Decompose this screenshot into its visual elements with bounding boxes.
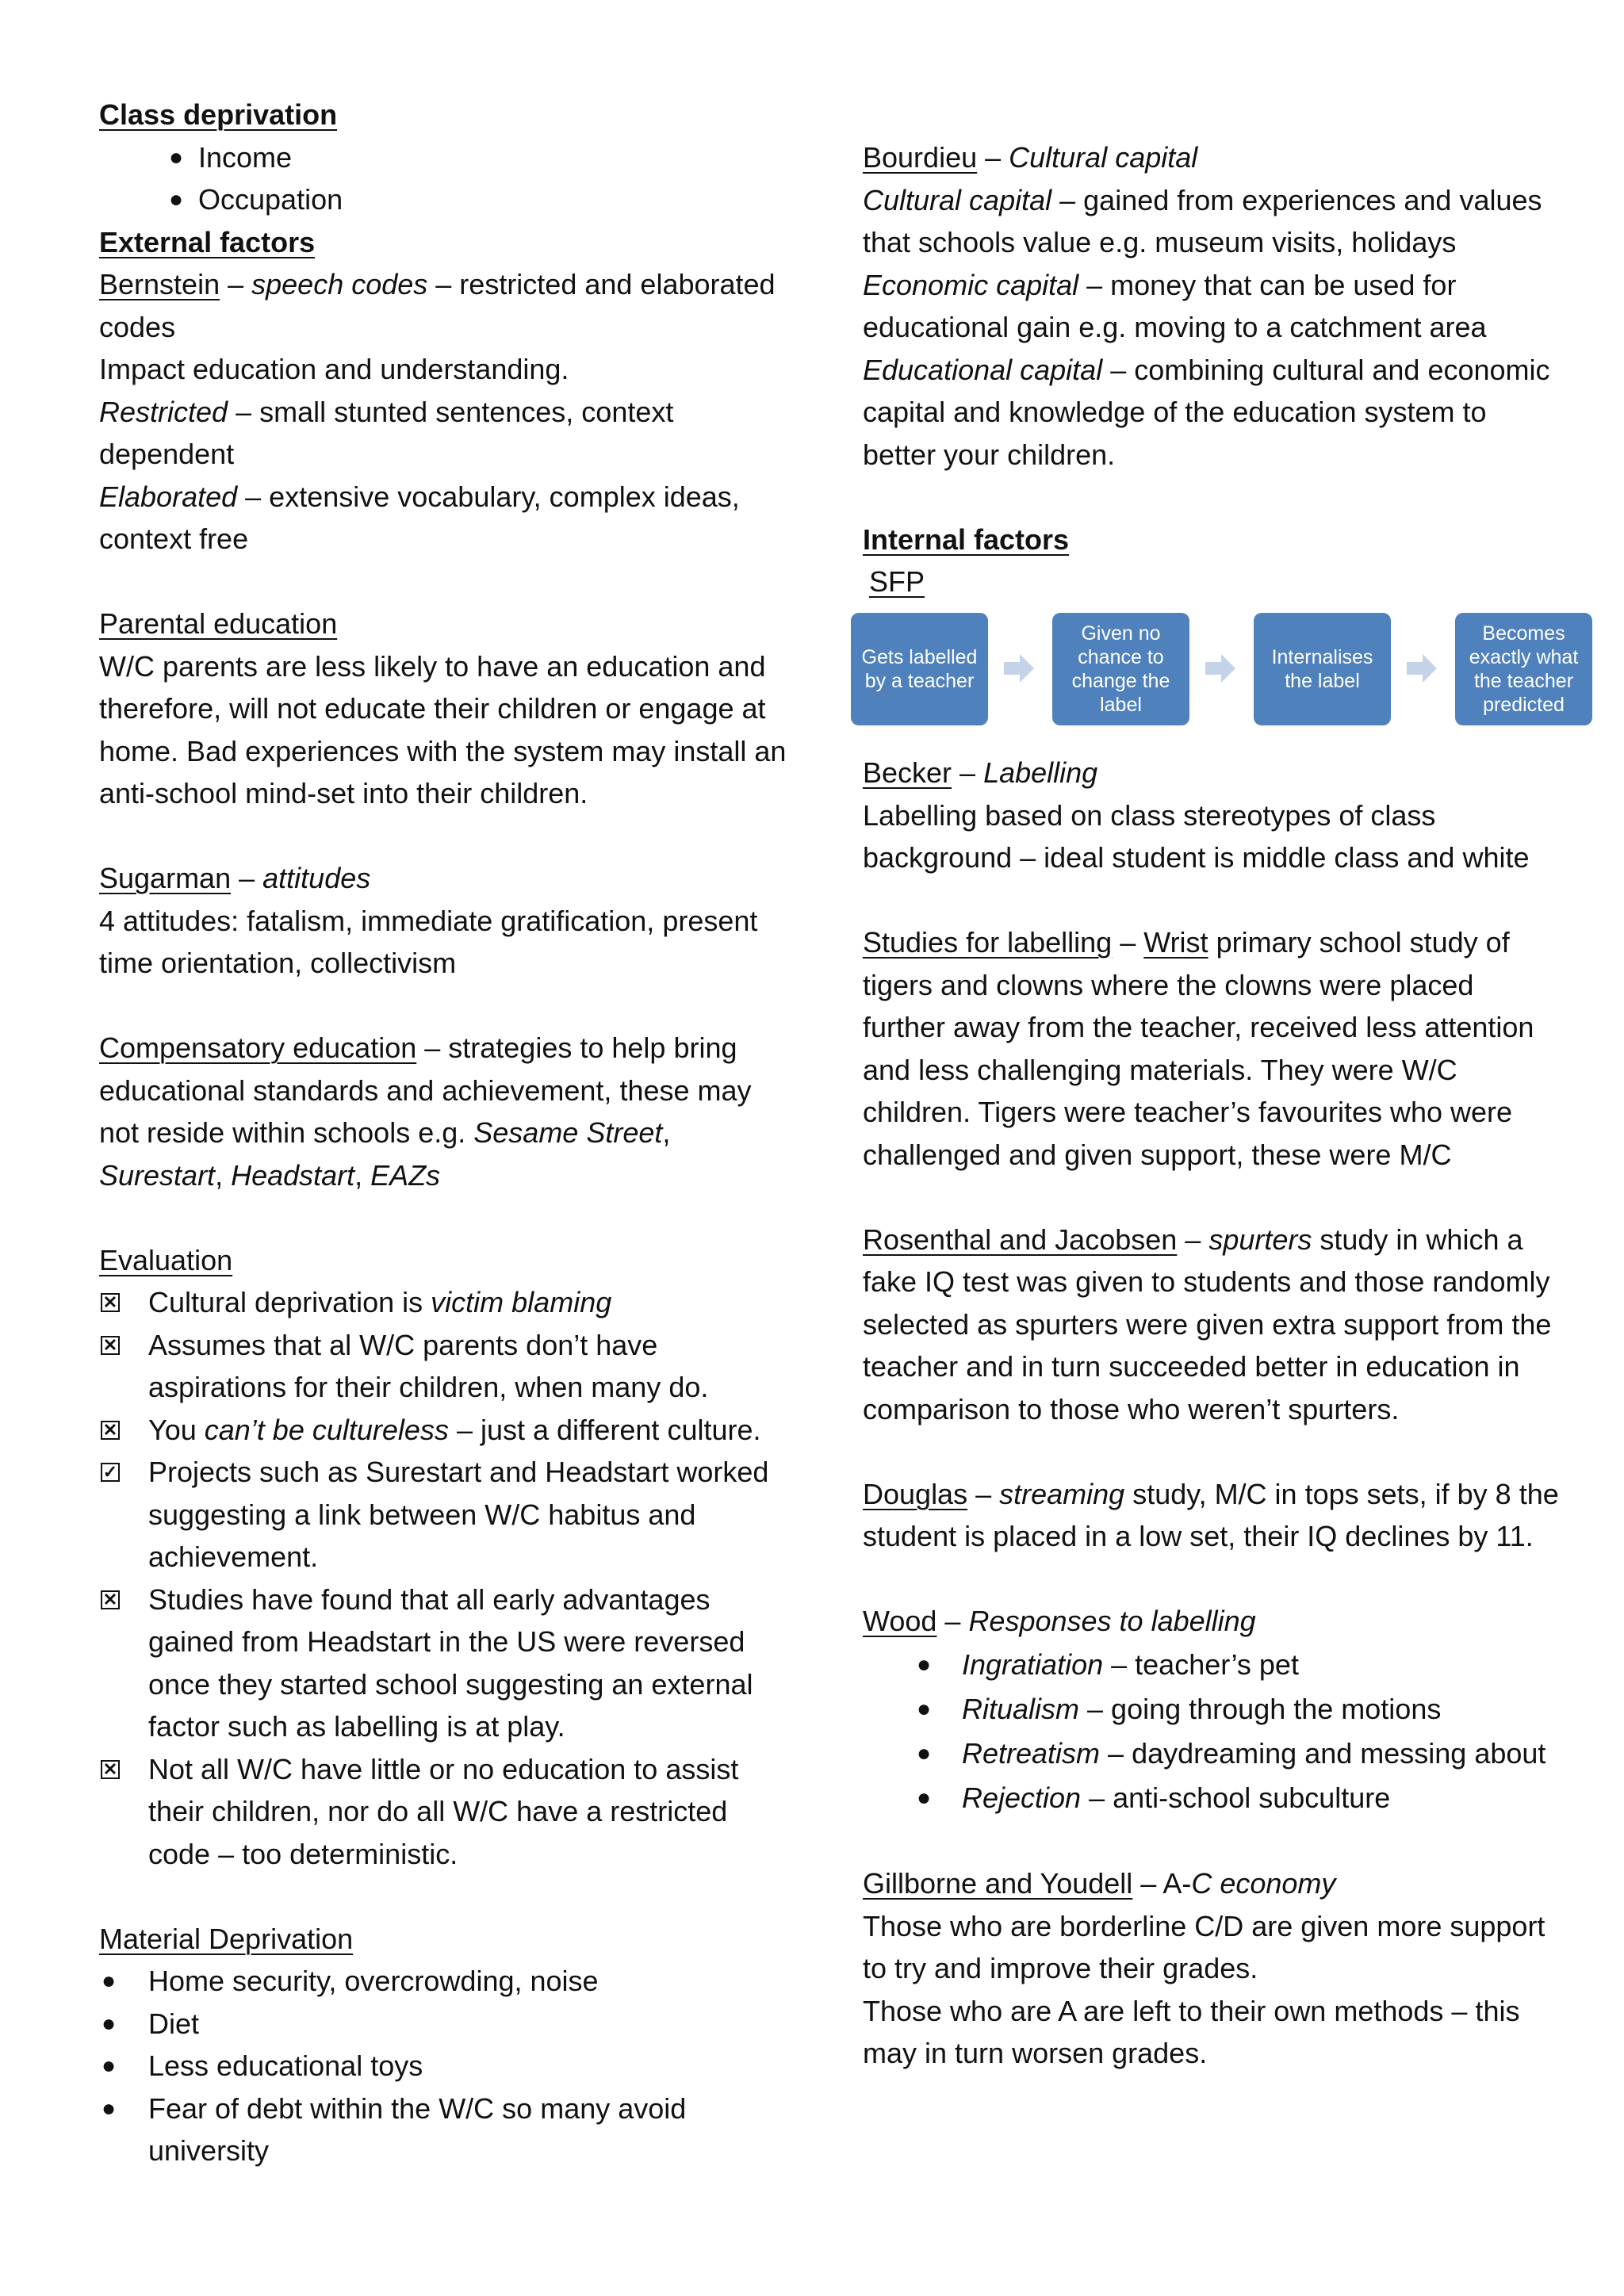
arrow-right-icon: [1407, 652, 1438, 684]
sfp-step-box: Becomes exactly what the teacher predicted: [1455, 613, 1592, 725]
sfp-step-box: Internalises the label: [1254, 613, 1391, 725]
cultural-capital-text: Cultural capital – gained from experiences and values that schools value e.g. museum visits, holidays: [863, 183, 1542, 258]
list-item: ● Income: [99, 136, 797, 179]
list-item: ● Ingratiation – teacher’s pet: [863, 1643, 1561, 1687]
class-deprivation-heading: Class deprivation: [99, 98, 338, 131]
bullet-icon: ●: [917, 1784, 932, 1811]
rosenthal-jacobsen-paragraph: Rosenthal and Jacobsen – spurters study in which a fake IQ test was given to students and those randomly selected as spurters were given extra support from the teacher and in turn succeeded better in education in comparison to those who weren’t spurters.: [863, 1223, 1552, 1425]
cross-box-icon: ✕: [101, 1590, 120, 1609]
list-item: ✓ Projects such as Surestart and Headstart worked suggesting a link between W/C habitus and achievement.: [99, 1451, 797, 1578]
cross-box-icon: ✕: [101, 1421, 120, 1440]
sfp-label: SFP: [869, 565, 925, 598]
restricted-code: Restricted – small stunted sentences, context dependent: [99, 395, 674, 470]
sugarman-text: 4 attitudes: fatalism, immediate gratification, present time orientation, collectivism: [99, 904, 758, 979]
check-box-icon: ✓: [101, 1463, 120, 1482]
parental-education-text: W/C parents are less likely to have an education and therefore, will not educate their children or engage at home. Bad experiences with the system may install an anti-school mind-set into their children.: [99, 649, 787, 809]
bullet-icon: ●: [169, 144, 184, 170]
bourdieu-heading: Bourdieu – Cultural capital: [863, 141, 1198, 174]
bullet-icon: ●: [917, 1739, 932, 1766]
studies-for-labelling-paragraph: Studies for labelling – Wrist primary school study of tigers and clowns where the clowns were placed further away from the teacher, received less attention and less challenging materials. They were W/C children. Tigers were teacher’s favourites who were challenged and given support, these were M/C: [863, 926, 1534, 1171]
educational-capital-text: Educational capital – combining cultural and economic capital and knowledge of the education system to better your children.: [863, 353, 1550, 471]
list-item: ● Home security, overcrowding, noise: [99, 1960, 797, 2003]
economic-capital-text: Economic capital – money that can be used for educational gain e.g. moving to a catchment area: [863, 268, 1487, 343]
wood-heading: Wood – Responses to labelling: [863, 1605, 1256, 1637]
sfp-step-box: Given no chance to change the label: [1052, 613, 1189, 725]
external-factors-heading: External factors: [99, 225, 316, 258]
sfp-step-box: Gets labelled by a teacher: [851, 613, 988, 725]
compensatory-education-paragraph: Compensatory education – strategies to help bring educational standards and achievement, these may not reside within schools e.g. Sesame Street, Surestart, Headstart, EAZs: [99, 1031, 752, 1192]
cross-box-icon: ✕: [101, 1293, 120, 1312]
right-column: [863, 136, 1561, 603]
bullet-icon: ●: [169, 186, 184, 212]
list-item: ✕ You can’t be cultureless – just a different culture.: [99, 1409, 797, 1452]
gillborne-youdell-heading: Gillborne and Youdell – A-C economy: [863, 1867, 1336, 1900]
list-item: ● Fear of debt within the W/C so many avoid university: [99, 2087, 797, 2172]
list-item: ● Less educational toys: [99, 2045, 797, 2087]
bullet-icon: ●: [917, 1695, 932, 1722]
list-item: ✕ Cultural deprivation is victim blaming: [99, 1281, 797, 1324]
gillborne-text-2: Those who are A are left to their own methods – this may in turn worsen grades.: [863, 1994, 1520, 2069]
douglas-paragraph: Douglas – streaming study, M/C in tops sets, if by 8 the student is placed in a low set, their IQ declines by 11.: [863, 1477, 1559, 1552]
left-column: [99, 94, 797, 2172]
list-item: ● Ritualism – going through the motions: [863, 1687, 1561, 1732]
list-item: ● Rejection – anti-school subculture: [863, 1776, 1561, 1820]
bullet-icon: ●: [102, 2010, 117, 2037]
sfp-flow-diagram: [851, 613, 1592, 725]
arrow-right-icon: [1205, 652, 1237, 684]
bernstein-impact: Impact education and understanding.: [99, 353, 569, 385]
evaluation-list: [99, 1281, 797, 1875]
list-item: ● Occupation: [99, 178, 797, 221]
bernstein-paragraph: Bernstein – speech codes – restricted and elaborated codes: [99, 268, 776, 343]
list-item: ✕ Not all W/C have little or no education to assist their children, nor do all W/C have a restricted code – too deterministic.: [99, 1748, 797, 1876]
list-item: ✕ Studies have found that all early advantages gained from Headstart in the US were reversed once they started school suggesting an external factor such as labelling is at play.: [99, 1578, 797, 1748]
bullet-icon: ●: [102, 2053, 117, 2079]
gillborne-text-1: Those who are borderline C/D are given more support to try and improve their grades.: [863, 1909, 1545, 1984]
becker-heading: Becker – Labelling: [863, 756, 1098, 789]
elaborated-code: Elaborated – extensive vocabulary, complex ideas, context free: [99, 480, 740, 555]
right-column-lower: [863, 752, 1561, 2075]
cross-box-icon: ✕: [101, 1760, 120, 1779]
list-item: ✕ Assumes that al W/C parents don’t have aspirations for their children, when many do.: [99, 1324, 797, 1409]
list-item: ● Retreatism – daydreaming and messing about: [863, 1732, 1561, 1776]
evaluation-heading: Evaluation: [99, 1243, 233, 1276]
arrow-right-icon: [1004, 652, 1036, 684]
material-deprivation-heading: Material Deprivation: [99, 1922, 354, 1955]
class-deprivation-list: [99, 136, 797, 221]
bullet-icon: ●: [102, 1968, 117, 1994]
internal-factors-heading: Internal factors: [863, 522, 1070, 556]
cross-box-icon: ✕: [101, 1336, 120, 1355]
becker-text: Labelling based on class stereotypes of class background – ideal student is middle class and white: [863, 798, 1530, 874]
bullet-icon: ●: [102, 2095, 117, 2122]
parental-education-heading: Parental education: [99, 607, 338, 640]
material-deprivation-list: [99, 1960, 797, 2172]
wood-responses-list: [863, 1643, 1561, 1820]
bullet-icon: ●: [917, 1651, 932, 1678]
sugarman-heading: Sugarman – attitudes: [99, 862, 371, 894]
list-item: ● Diet: [99, 2003, 797, 2045]
